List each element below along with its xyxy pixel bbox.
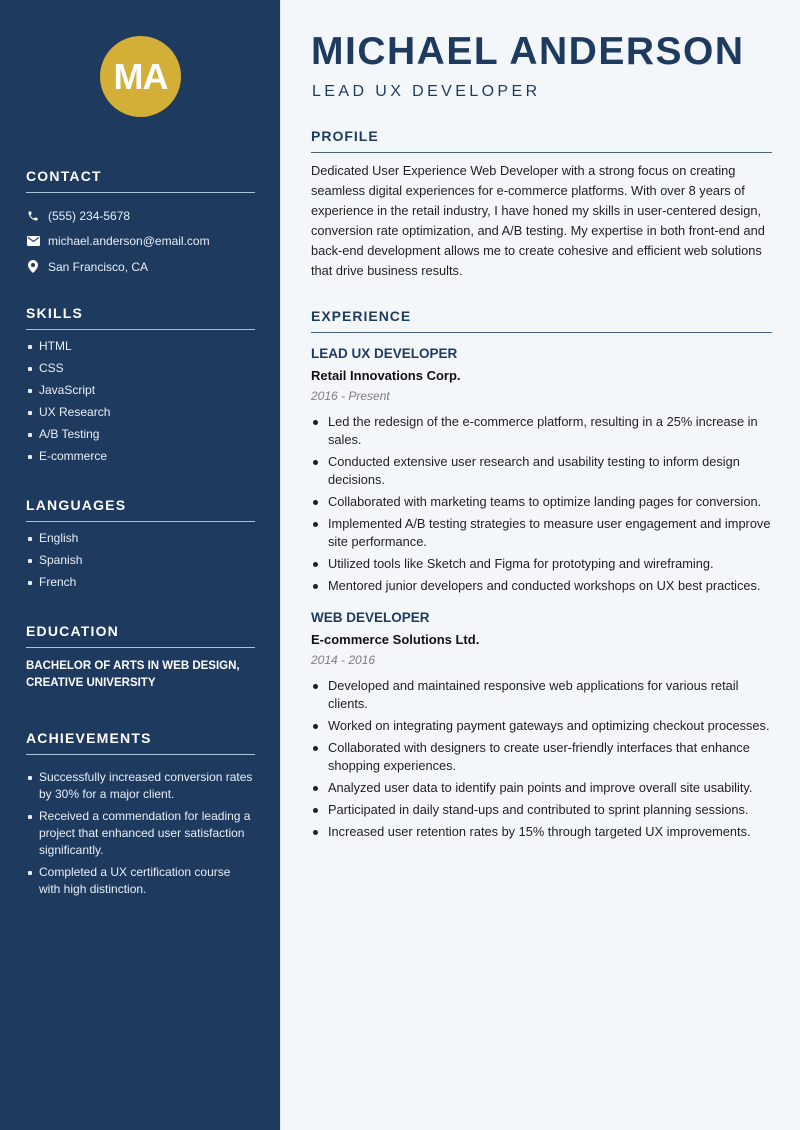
experience-heading: EXPERIENCE: [311, 308, 772, 333]
email-icon: [26, 234, 40, 248]
skill-item: JavaScript: [26, 382, 255, 399]
profile-text: Dedicated User Experience Web Developer with a strong focus on creating seamless digital experiences for e-commerce platforms. With over 8 years of experience in the retail industry, I have honed my skills in user-centered design, conversion rate optimization, and A/B testing. My expertise in both front-end and back-end development allows me to create cohesive and efficient web solutions that drive business results.: [311, 163, 765, 278]
achievement-item: Received a commendation for leading a project that enhanced user satisfaction significantly.: [26, 808, 255, 859]
achievements-section: [26, 730, 255, 903]
main-content: [280, 0, 800, 1130]
skill-item: UX Research: [26, 404, 255, 421]
contact-section: [26, 168, 255, 280]
phone-icon: [26, 209, 40, 223]
achievements-list: [26, 769, 255, 898]
job-bullets: [311, 677, 772, 841]
skill-item: A/B Testing: [26, 426, 255, 443]
job-dates: 2014 - 2016: [311, 653, 376, 667]
job-title: WEB DEVELOPER: [311, 610, 430, 625]
skill-item: E-commerce: [26, 448, 255, 465]
achievement-item: Successfully increased conversion rates by 30% for a major client.: [26, 769, 255, 803]
job-bullet: Utilized tools like Sketch and Figma for prototyping and wireframing.: [311, 555, 772, 573]
contact-list: [26, 203, 255, 280]
avatar-initials: MA: [100, 36, 181, 117]
sidebar: [0, 0, 280, 1130]
language-item: Spanish: [26, 552, 255, 569]
phone-number: (555) 234-5678: [48, 208, 131, 223]
candidate-role: LEAD UX DEVELOPER: [312, 83, 541, 100]
job-bullet: Collaborated with designers to create user-friendly interfaces that enhance shopping experiences.: [311, 739, 772, 775]
job-entry: [311, 609, 772, 841]
job-entry: [311, 345, 772, 595]
achievement-item: Completed a UX certification course with high distinction.: [26, 864, 255, 898]
contact-phone: [26, 203, 255, 229]
achievements-heading: ACHIEVEMENTS: [26, 730, 255, 755]
location-pin-icon: [26, 260, 40, 274]
job-bullet: Participated in daily stand-ups and contributed to sprint planning sessions.: [311, 801, 772, 819]
job-bullet: Implemented A/B testing strategies to measure user engagement and improve site performance.: [311, 515, 772, 551]
contact-email: [26, 229, 255, 255]
job-bullet: Increased user retention rates by 15% through targeted UX improvements.: [311, 823, 772, 841]
job-bullet: Developed and maintained responsive web applications for various retail clients.: [311, 677, 772, 713]
job-dates: 2016 - Present: [311, 389, 390, 403]
job-bullet: Conducted extensive user research and usability testing to inform design decisions.: [311, 453, 772, 489]
job-bullet: Mentored junior developers and conducted workshops on UX best practices.: [311, 577, 772, 595]
job-title: LEAD UX DEVELOPER: [311, 346, 458, 361]
skill-item: CSS: [26, 360, 255, 377]
skills-list: [26, 338, 255, 465]
job-company: Retail Innovations Corp.: [311, 368, 461, 383]
education-section: [26, 623, 255, 692]
profile-heading: PROFILE: [311, 128, 772, 153]
job-company: E-commerce Solutions Ltd.: [311, 632, 480, 647]
contact-heading: CONTACT: [26, 168, 255, 193]
job-bullet: Led the redesign of the e-commerce platform, resulting in a 25% increase in sales.: [311, 413, 772, 449]
language-item: English: [26, 530, 255, 547]
education-degree: BACHELOR OF ARTS IN WEB DESIGN, CREATIVE UNIVERSITY: [26, 660, 240, 689]
contact-location: [26, 254, 255, 280]
job-bullet: Collaborated with marketing teams to optimize landing pages for conversion.: [311, 493, 772, 511]
email-address: michael.anderson@email.com: [48, 234, 210, 249]
profile-section: [311, 128, 772, 281]
languages-list: [26, 530, 255, 591]
job-bullet: Analyzed user data to identify pain points and improve overall site usability.: [311, 779, 772, 797]
education-heading: EDUCATION: [26, 623, 255, 648]
location-text: San Francisco, CA: [48, 259, 149, 274]
language-item: French: [26, 574, 255, 591]
experience-section: [311, 308, 772, 845]
job-bullets: [311, 413, 772, 595]
languages-heading: LANGUAGES: [26, 497, 255, 522]
candidate-name: MICHAEL ANDERSON: [311, 30, 745, 73]
skills-heading: SKILLS: [26, 305, 255, 330]
job-bullet: Worked on integrating payment gateways and optimizing checkout processes.: [311, 717, 772, 735]
skill-item: HTML: [26, 338, 255, 355]
skills-section: [26, 305, 255, 470]
languages-section: [26, 497, 255, 596]
